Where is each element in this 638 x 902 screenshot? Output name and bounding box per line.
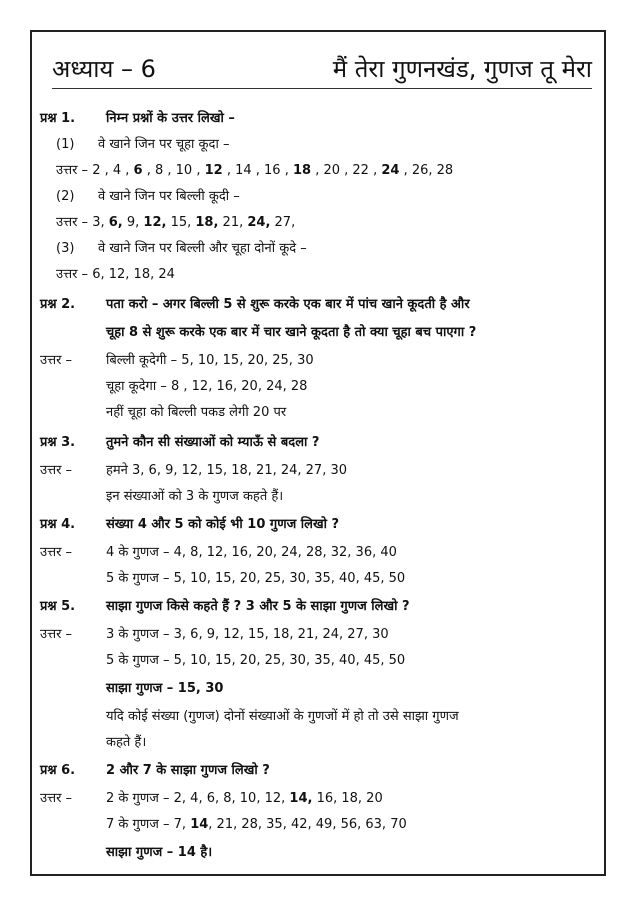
answer-part: 21, — [218, 215, 248, 230]
sub-number: (3) — [56, 241, 75, 256]
answer-label: उत्तर – — [40, 463, 73, 478]
sub-number: (1) — [56, 137, 75, 152]
question-text: पता करो – अगर बिल्ली 5 से शुरू करके एक बार में पांच खाने कूदती है और — [106, 297, 470, 312]
answer-text: बिल्ली कूदेगी – 5, 10, 15, 20, 25, 30 — [106, 353, 314, 368]
question-text: 2 और 7 के साझा गुणज लिखो ? — [106, 763, 270, 778]
answer-part: 15, — [166, 215, 196, 230]
q2-answer-3: नहीं चूहा को बिल्ली पकड लेगी 20 पर — [106, 405, 287, 420]
question-label: प्रश्न 4. — [40, 517, 76, 532]
q4-answer-2: 5 के गुणज – 5, 10, 15, 20, 25, 30, 35, 40, 45, 50 — [106, 571, 406, 586]
question-text: साझा गुणज किसे कहते हैं ? 3 और 5 के साझा गुणज लिखो ? — [106, 599, 410, 614]
answer-part: , 8 , 10 , — [142, 163, 205, 178]
answer-part: 9, — [122, 215, 144, 230]
sub-text: वे खाने जिन पर बिल्ली और चूहा दोनों कूदे – — [98, 241, 307, 256]
q1-answer-3 — [56, 264, 175, 286]
q6-answer-2 — [106, 814, 407, 836]
sub-text: वे खाने जिन पर चूहा कूदा – — [98, 137, 230, 152]
q5-answer — [40, 624, 389, 646]
q2-answer-2: चूहा कूदेगा – 8 , 12, 16, 20, 24, 28 — [106, 379, 308, 394]
q5-answer-4: यदि कोई संख्या (गुणज) दोनों संख्याओं के गुणजों में हो तो उसे साझा गुणज — [106, 709, 459, 724]
sub-number: (2) — [56, 189, 75, 204]
answer-part: 3, — [92, 215, 109, 230]
answer-part: 18, — [195, 215, 219, 230]
q1-sub-2 — [56, 186, 240, 208]
question-label: प्रश्न 6. — [40, 763, 76, 778]
answer-label: उत्तर – — [56, 163, 89, 178]
answer-part: 2 के गुणज – 2, 4, 6, 8, 10, 12, — [106, 791, 290, 806]
q3-answer — [40, 460, 347, 482]
answer-part: 6 — [133, 163, 143, 178]
q1-answer-2 — [56, 212, 295, 234]
answer-text: 3 के गुणज – 3, 6, 9, 12, 15, 18, 21, 24, 27, 30 — [106, 627, 389, 642]
answer-part: 24, — [247, 215, 271, 230]
answer-part: 14, — [289, 791, 313, 806]
question-6 — [40, 760, 270, 782]
q5-answer-2: 5 के गुणज – 5, 10, 15, 20, 25, 30, 35, 40, 45, 50 — [106, 653, 406, 668]
header-rule — [52, 88, 592, 89]
answer-label: उत्तर – — [56, 215, 89, 230]
answer-part: , 21, 28, 35, 42, 49, 56, 63, 70 — [208, 817, 407, 832]
q2-answer — [40, 350, 314, 372]
answer-part: 6, — [108, 215, 123, 230]
q5-answer-5: कहते हैं। — [106, 735, 147, 750]
answer-part: 18 — [292, 163, 312, 178]
q4-answer — [40, 542, 397, 564]
chapter-number: अध्याय – 6 — [52, 55, 156, 83]
question-label: प्रश्न 5. — [40, 599, 76, 614]
sub-text: वे खाने जिन पर बिल्ली कूदी – — [98, 189, 240, 204]
answer-part: 27, — [270, 215, 296, 230]
q1-answer-1 — [56, 160, 453, 182]
question-text: संख्या 4 और 5 को कोई भी 10 गुणज लिखो ? — [106, 517, 340, 532]
question-4 — [40, 514, 339, 536]
answer-part: 7 के गुणज – 7, — [106, 817, 191, 832]
question-text: तुमने कौन सी संख्याओं को म्याऊँ से बदला ? — [106, 435, 320, 450]
chapter-title: मैं तेरा गुणनखंड, गुणज तू मेरा — [332, 55, 592, 83]
answer-part: , 14 , 16 , — [222, 163, 293, 178]
answer-part: 2 , 4 , — [92, 163, 134, 178]
answer-label: उत्तर – — [40, 545, 73, 560]
question-3 — [40, 432, 319, 454]
q1-sub-3 — [56, 238, 307, 260]
question-label: प्रश्न 1. — [40, 111, 76, 126]
answer-part: 24 — [381, 163, 400, 178]
answer-label: उत्तर – — [40, 791, 73, 806]
question-2 — [40, 294, 470, 316]
q5-answer-3: साझा गुणज – 15, 30 — [106, 681, 224, 696]
answer-part: 12 — [204, 163, 223, 178]
answer-part: 16, 18, 20 — [312, 791, 383, 806]
answer-label: उत्तर – — [40, 627, 73, 642]
q1-sub-1 — [56, 134, 229, 156]
answer-part: 12, — [143, 215, 167, 230]
answer-text: हमने 3, 6, 9, 12, 15, 18, 21, 24, 27, 30 — [106, 463, 348, 478]
question-5 — [40, 596, 410, 618]
question-label: प्रश्न 2. — [40, 297, 76, 312]
question-2-cont: चूहा 8 से शुरू करके एक बार में चार खाने कूदता है तो क्या चूहा बच पाएगा ? — [106, 325, 477, 340]
question-label: प्रश्न 3. — [40, 435, 76, 450]
answer-part: , 26, 28 — [399, 163, 454, 178]
answer-part: 14 — [190, 817, 209, 832]
q6-answer-3: साझा गुणज – 14 है। — [106, 845, 213, 860]
answer-text: 6, 12, 18, 24 — [92, 267, 175, 282]
question-text: निम्न प्रश्नों के उत्तर लिखो – — [106, 111, 235, 126]
answer-text: 4 के गुणज – 4, 8, 12, 16, 20, 24, 28, 32, 36, 40 — [106, 545, 397, 560]
q3-answer-2: इन संख्याओं को 3 के गुणज कहते हैं। — [106, 489, 284, 504]
answer-label: उत्तर – — [56, 267, 89, 282]
question-1 — [40, 108, 235, 130]
q6-answer — [40, 788, 383, 810]
answer-part: , 20 , 22 , — [311, 163, 382, 178]
page-header — [52, 52, 592, 90]
answer-label: उत्तर – — [40, 353, 73, 368]
